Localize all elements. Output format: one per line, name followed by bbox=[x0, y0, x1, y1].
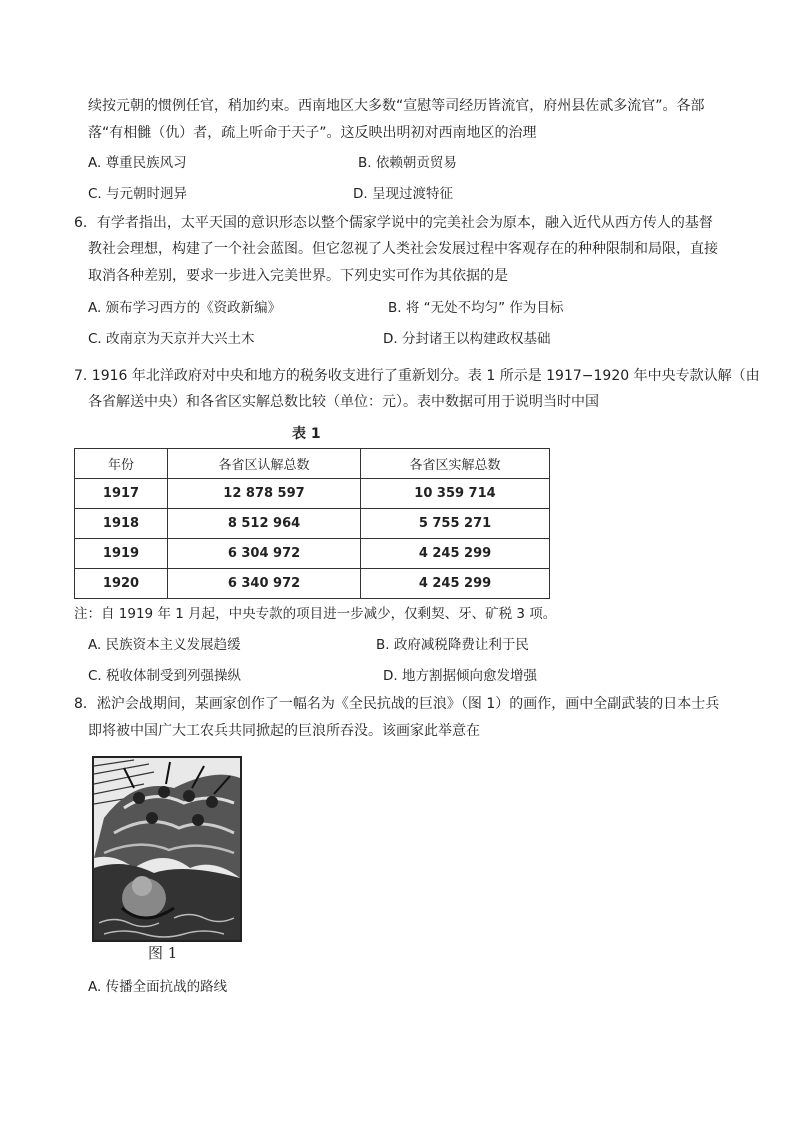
q6-text-line2: 教社会理想，构建了一个社会蓝图。但它忽视了人类社会发展过程中客观存在的种种限制和局限，直接 bbox=[88, 241, 718, 257]
q8-text-line1: 8．淞沪会战期间，某画家创作了一幅名为《全民抗战的巨浪》（图 1）的画作，画中全副武装的日本士兵 bbox=[74, 696, 720, 712]
q5-text-line1: 续按元朝的惯例任官，稍加约束。西南地区大多数“宣慰等司经历皆流官，府州县佐贰多流官”。各部 bbox=[88, 98, 705, 114]
table-row bbox=[75, 569, 550, 599]
woodcut-figure bbox=[92, 756, 242, 942]
table-cell-pledged: 6 340 972 bbox=[168, 569, 361, 599]
table-cell-paid: 4 245 299 bbox=[361, 569, 550, 599]
q7-option-c: C. 税收体制受到列强操纵 bbox=[88, 668, 242, 684]
table-cell-pledged: 6 304 972 bbox=[168, 539, 361, 569]
q6-option-a: A. 颁布学习西方的《资政新编》 bbox=[88, 300, 282, 316]
q6-option-b: B. 将 “无处不均匀” 作为目标 bbox=[388, 300, 564, 316]
q8-option-a: A. 传播全面抗战的路线 bbox=[88, 979, 228, 995]
q5-option-b: B. 依赖朝贡贸易 bbox=[358, 155, 457, 171]
q5-option-c: C. 与元朝时迥异 bbox=[88, 186, 188, 202]
q5-text-line2: 落“有相雠（仇）者，疏上听命于天子”。这反映出明初对西南地区的治理 bbox=[88, 125, 537, 141]
q6-option-c: C. 改南京为天京并大兴土木 bbox=[88, 331, 255, 347]
q6-text-line3: 取消各种差别，要求一步进入完美世界。下列史实可作为其依据的是 bbox=[88, 268, 508, 284]
table-note: 注：自 1919 年 1 月起，中央专款的项目进一步减少，仅剩契、牙、矿税 3 项。 bbox=[74, 606, 557, 622]
q5-option-a: A. 尊重民族风习 bbox=[88, 155, 187, 171]
tax-table bbox=[74, 448, 550, 599]
table-header-paid: 各省区实解总数 bbox=[361, 449, 550, 479]
woodcut-illustration bbox=[94, 758, 240, 940]
table-caption: 表 1 bbox=[292, 426, 321, 442]
table-header-pledged: 各省区认解总数 bbox=[168, 449, 361, 479]
q5-option-d: D. 呈现过渡特征 bbox=[353, 186, 453, 202]
table-row bbox=[75, 479, 550, 509]
q7-option-b: B. 政府减税降费让利于民 bbox=[376, 637, 529, 653]
q7-text-line1: 7. 1916 年北洋政府对中央和地方的税务收支进行了重新划分。表 1 所示是 1917−1920 年中央专款认解（由 bbox=[74, 368, 760, 384]
table-cell-year: 1918 bbox=[75, 509, 168, 539]
q6-text-line1: 6．有学者指出，太平天国的意识形态以整个儒家学说中的完美社会为原本，融入近代从西方传人的基督 bbox=[74, 215, 713, 231]
table-header-year: 年份 bbox=[75, 449, 168, 479]
table-cell-pledged: 8 512 964 bbox=[168, 509, 361, 539]
table-cell-paid: 4 245 299 bbox=[361, 539, 550, 569]
table-row bbox=[75, 539, 550, 569]
table-header-row bbox=[75, 449, 550, 479]
table-row bbox=[75, 509, 550, 539]
table-cell-paid: 5 755 271 bbox=[361, 509, 550, 539]
q7-text-line2: 各省解送中央）和各省区实解总数比较（单位：元）。表中数据可用于说明当时中国 bbox=[88, 394, 599, 410]
table-cell-year: 1920 bbox=[75, 569, 168, 599]
table-cell-year: 1917 bbox=[75, 479, 168, 509]
table-cell-year: 1919 bbox=[75, 539, 168, 569]
q7-option-d: D. 地方割据倾向愈发增强 bbox=[383, 668, 537, 684]
table-cell-paid: 10 359 714 bbox=[361, 479, 550, 509]
q8-text-line2: 即将被中国广大工农兵共同掀起的巨浪所吞没。该画家此举意在 bbox=[88, 723, 480, 739]
q6-option-d: D. 分封诸王以构建政权基础 bbox=[383, 331, 551, 347]
table-cell-pledged: 12 878 597 bbox=[168, 479, 361, 509]
figure-caption: 图 1 bbox=[148, 944, 178, 962]
q7-option-a: A. 民族资本主义发展趋缓 bbox=[88, 637, 241, 653]
